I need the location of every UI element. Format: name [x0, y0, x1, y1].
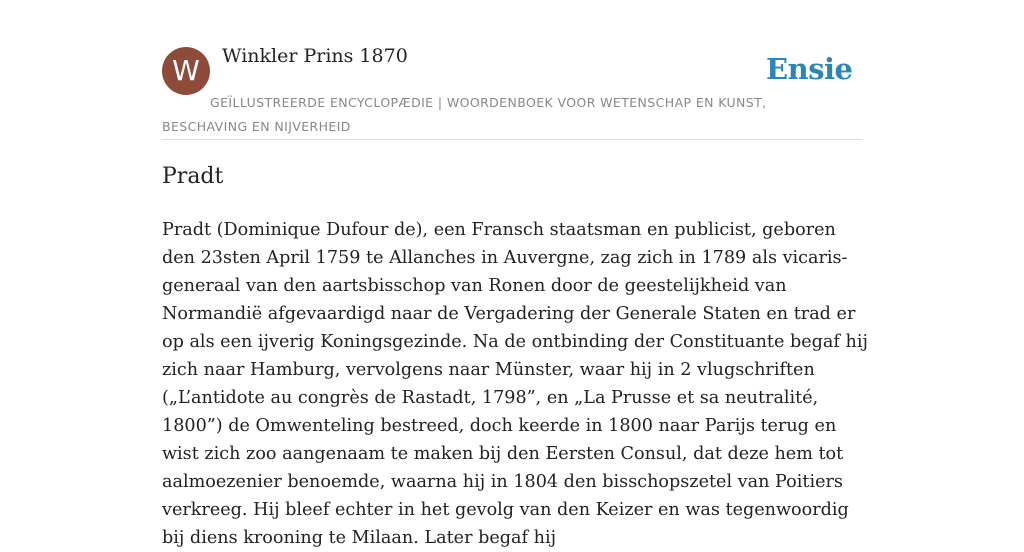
- source-subtitle: GEÏLLUSTREERDE ENCYCLOPÆDIE | WOORDENBOEK VOOR WETENSCHAP EN KUNST, BESCHAVING EN NIJVERHEID: [162, 95, 767, 134]
- header-divider: [162, 139, 862, 140]
- article-title: Pradt: [162, 164, 224, 189]
- source-title[interactable]: Winkler Prins 1870: [222, 45, 408, 67]
- source-avatar[interactable]: W: [162, 47, 210, 95]
- ensie-logo[interactable]: Ensie: [766, 52, 853, 86]
- article-body: Pradt (Dominique Dufour de), een Fransch staatsman en publicist, geboren den 23sten April 1759 te Allanches in Auvergne, zag zich in 1789 als vicaris-generaal van den aartsbisschop van Ronen door de geestelijkheid van Normandië afgevaardigd naar de Vergadering der Generale Staten en trad er op als een ijverig Koningsgezinde. Na de ontbinding der Constituante begaf hij zich naar Hamburg, vervolgens naar Münster, waar hij in 2 vlugschriften („L’antidote au congrès de Rastadt, 1798”, en „La Prusse et sa neutralité, 1800”) de Omwenteling bestreed, doch keerde in 1800 naar Parijs terug en wist zich zoo aangenaam te maken bij den Eersten Consul, dat deze hem tot aalmoezenier benoemde, waarna hij in 1804 den bisschopszetel van Poitiers verkreeg. Hij bleef echter in het gevolg van den Keizer en was tegenwoordig bij diens krooning te Milaan. Later begaf hij: [162, 220, 868, 548]
